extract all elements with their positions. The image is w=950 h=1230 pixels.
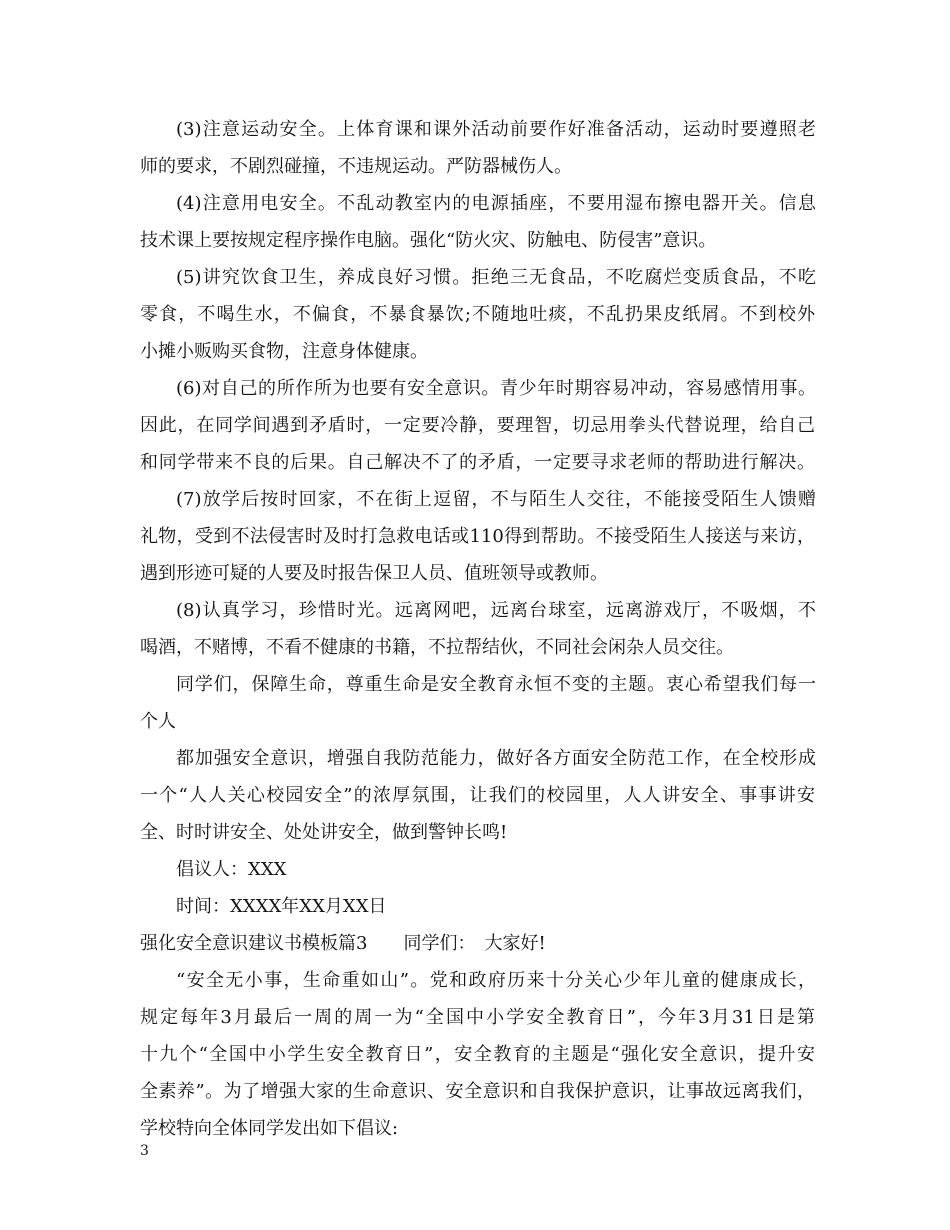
signatory-line: 倡议人：XXX xyxy=(176,859,287,880)
text-line: (4)注意用电安全。不乱动教室内的电源插座，不要用湿布擦电器开关。信息 xyxy=(176,193,816,214)
text-line: 师的要求，不剧烈碰撞，不违规运动。严防器械伤人。 xyxy=(140,156,572,177)
text-line: 都加强安全意识，增强自我防范能力，做好各方面安全防范工作，在全校形成 xyxy=(176,748,816,769)
text-line: (6)对自己的所作所为也要有安全意识。青少年时期容易冲动，容易感情用事。 xyxy=(176,378,816,399)
text-line: 遇到形迹可疑的人要及时报告保卫人员、值班领导或教师。 xyxy=(140,563,608,584)
text-line: 小摊小贩购买食物，注意身体健康。 xyxy=(140,341,428,362)
text-line: 全、时时讲安全、处处讲安全，做到警钟长鸣! xyxy=(140,822,508,843)
text-line: 同学们，保障生命，尊重生命是安全教育永恒不变的主题。衷心希望我们每一 xyxy=(176,674,816,695)
text-line: 十九个“全国中小学生安全教育日”，安全教育的主题是“强化安全意识，提升安 xyxy=(140,1044,815,1065)
text-line: 技术课上要按规定程序操作电脑。强化“防火灾、防触电、防侵害”意识。 xyxy=(140,230,717,251)
text-line: 零食，不喝生水，不偏食，不暴食暴饮;不随地吐痰，不乱扔果皮纸屑。不到校外 xyxy=(140,304,815,325)
text-line: “安全无小事，生命重如山”。党和政府历来十分关心少年儿童的健康成长， xyxy=(176,970,816,991)
date-line: 时间：XXXX年XX月XX日 xyxy=(176,896,387,917)
text-line: 礼物，受到不法侵害时及时打急救电话或110得到帮助。不接受陌生人接送与来访， xyxy=(140,526,815,547)
text-line: (7)放学后按时回家，不在街上逗留，不与陌生人交往，不能接受陌生人馈赠 xyxy=(176,489,816,510)
text-line: (8)认真学习，珍惜时光。远离网吧，远离台球室，远离游戏厅，不吸烟，不 xyxy=(176,600,816,621)
text-line: (5)讲究饮食卫生，养成良好习惯。拒绝三无食品，不吃腐烂变质食品，不吃 xyxy=(176,267,816,288)
text-line: 全素养”。为了增强大家的生命意识、安全意识和自我保护意识，让事故远离我们， xyxy=(140,1081,815,1102)
text-line: 和同学带来不良的后果。自己解决不了的矛盾，一定要寻求老师的帮助进行解决。 xyxy=(140,452,815,473)
section-heading: 强化安全意识建议书模板篇3 同学们： 大家好! xyxy=(140,933,546,954)
text-line: 因此，在同学间遇到矛盾时，一定要冷静，要理智，切忌用拳头代替说理，给自己 xyxy=(140,415,815,436)
text-line: 规定每年3月最后一周的周一为“全国中小学安全教育日”，今年3月31日是第 xyxy=(140,1007,815,1028)
text-line: 一个“人人关心校园安全”的浓厚氛围，让我们的校园里，人人讲安全、事事讲安 xyxy=(140,785,815,806)
text-line: 个人 xyxy=(140,711,176,732)
page-number: 3 xyxy=(140,1143,149,1159)
text-line: 学校特向全体同学发出如下倡议: xyxy=(140,1118,399,1139)
text-line: 喝酒，不赌博，不看不健康的书籍，不拉帮结伙，不同社会闲杂人员交往。 xyxy=(140,637,734,658)
text-line: (3)注意运动安全。上体育课和课外活动前要作好准备活动，运动时要遵照老 xyxy=(176,119,816,140)
